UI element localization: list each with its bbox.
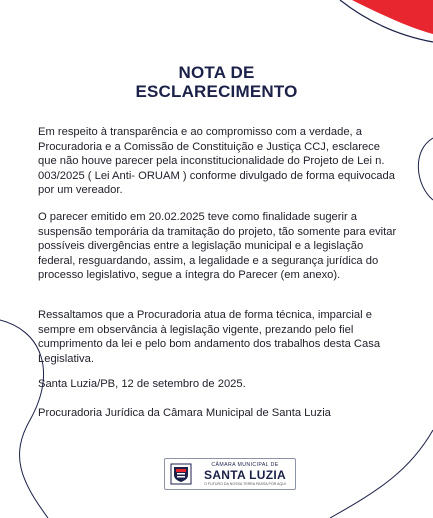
corner-navy-stroke: [340, 0, 433, 42]
logo-caption-top: CÂMARA MUNICIPAL DE: [211, 462, 279, 468]
right-curve-line: [418, 138, 433, 200]
date-line: Santa Luzia/PB, 12 de setembro de 2025.: [38, 378, 246, 390]
bottom-right-curve-line: [330, 430, 433, 518]
paragraph-procuradoria: Ressaltamos que a Procuradoria atua de forma técnica, imparcial e sempre em observância à legislação vigente, prezando pelo fiel cumprimento da lei e pelo bom andamento dos trabalhos desta Casa Legislativa.: [38, 309, 381, 365]
coat-of-arms-icon: [169, 462, 193, 486]
page-title-line-1: NOTA DE: [178, 63, 255, 82]
signature-line: Procuradoria Jurídica da Câmara Municipal de Santa Luzia: [38, 407, 331, 419]
corner-red-shape: [352, 0, 433, 34]
chamber-logo: [164, 458, 296, 490]
page-title-line-2: ESCLARECIMENTO: [135, 82, 298, 101]
paragraph-opinion: O parecer emitido em 20.02.2025 teve como finalidade sugerir a suspensão temporária da tramitação do projeto, tão somente para evitar possíveis divergências entre a legislação municipal e a legislação federal, resguardando, assim, a legalidade e a segurança jurídica do processo legislativo, segue a íntegra do Parecer (em anexo).: [38, 211, 397, 282]
logo-tagline: O FUTURO DA NOSSA TERRA PASSA POR AQUI: [204, 482, 286, 486]
paragraph-intro: Em respeito à transparência e ao compromisso com a verdade, a Procuradoria e a Comissão de Constituição e Justiça CCJ, esclarece que não houve parecer pela inconstitucionalidade do Projeto de Lei n. 003/2025 ( Lei Anti- ORUAM ) conforme divulgado de forma equivocada por um vereador.: [38, 126, 395, 197]
logo-wordmark: SANTA LUZIA: [204, 468, 286, 482]
